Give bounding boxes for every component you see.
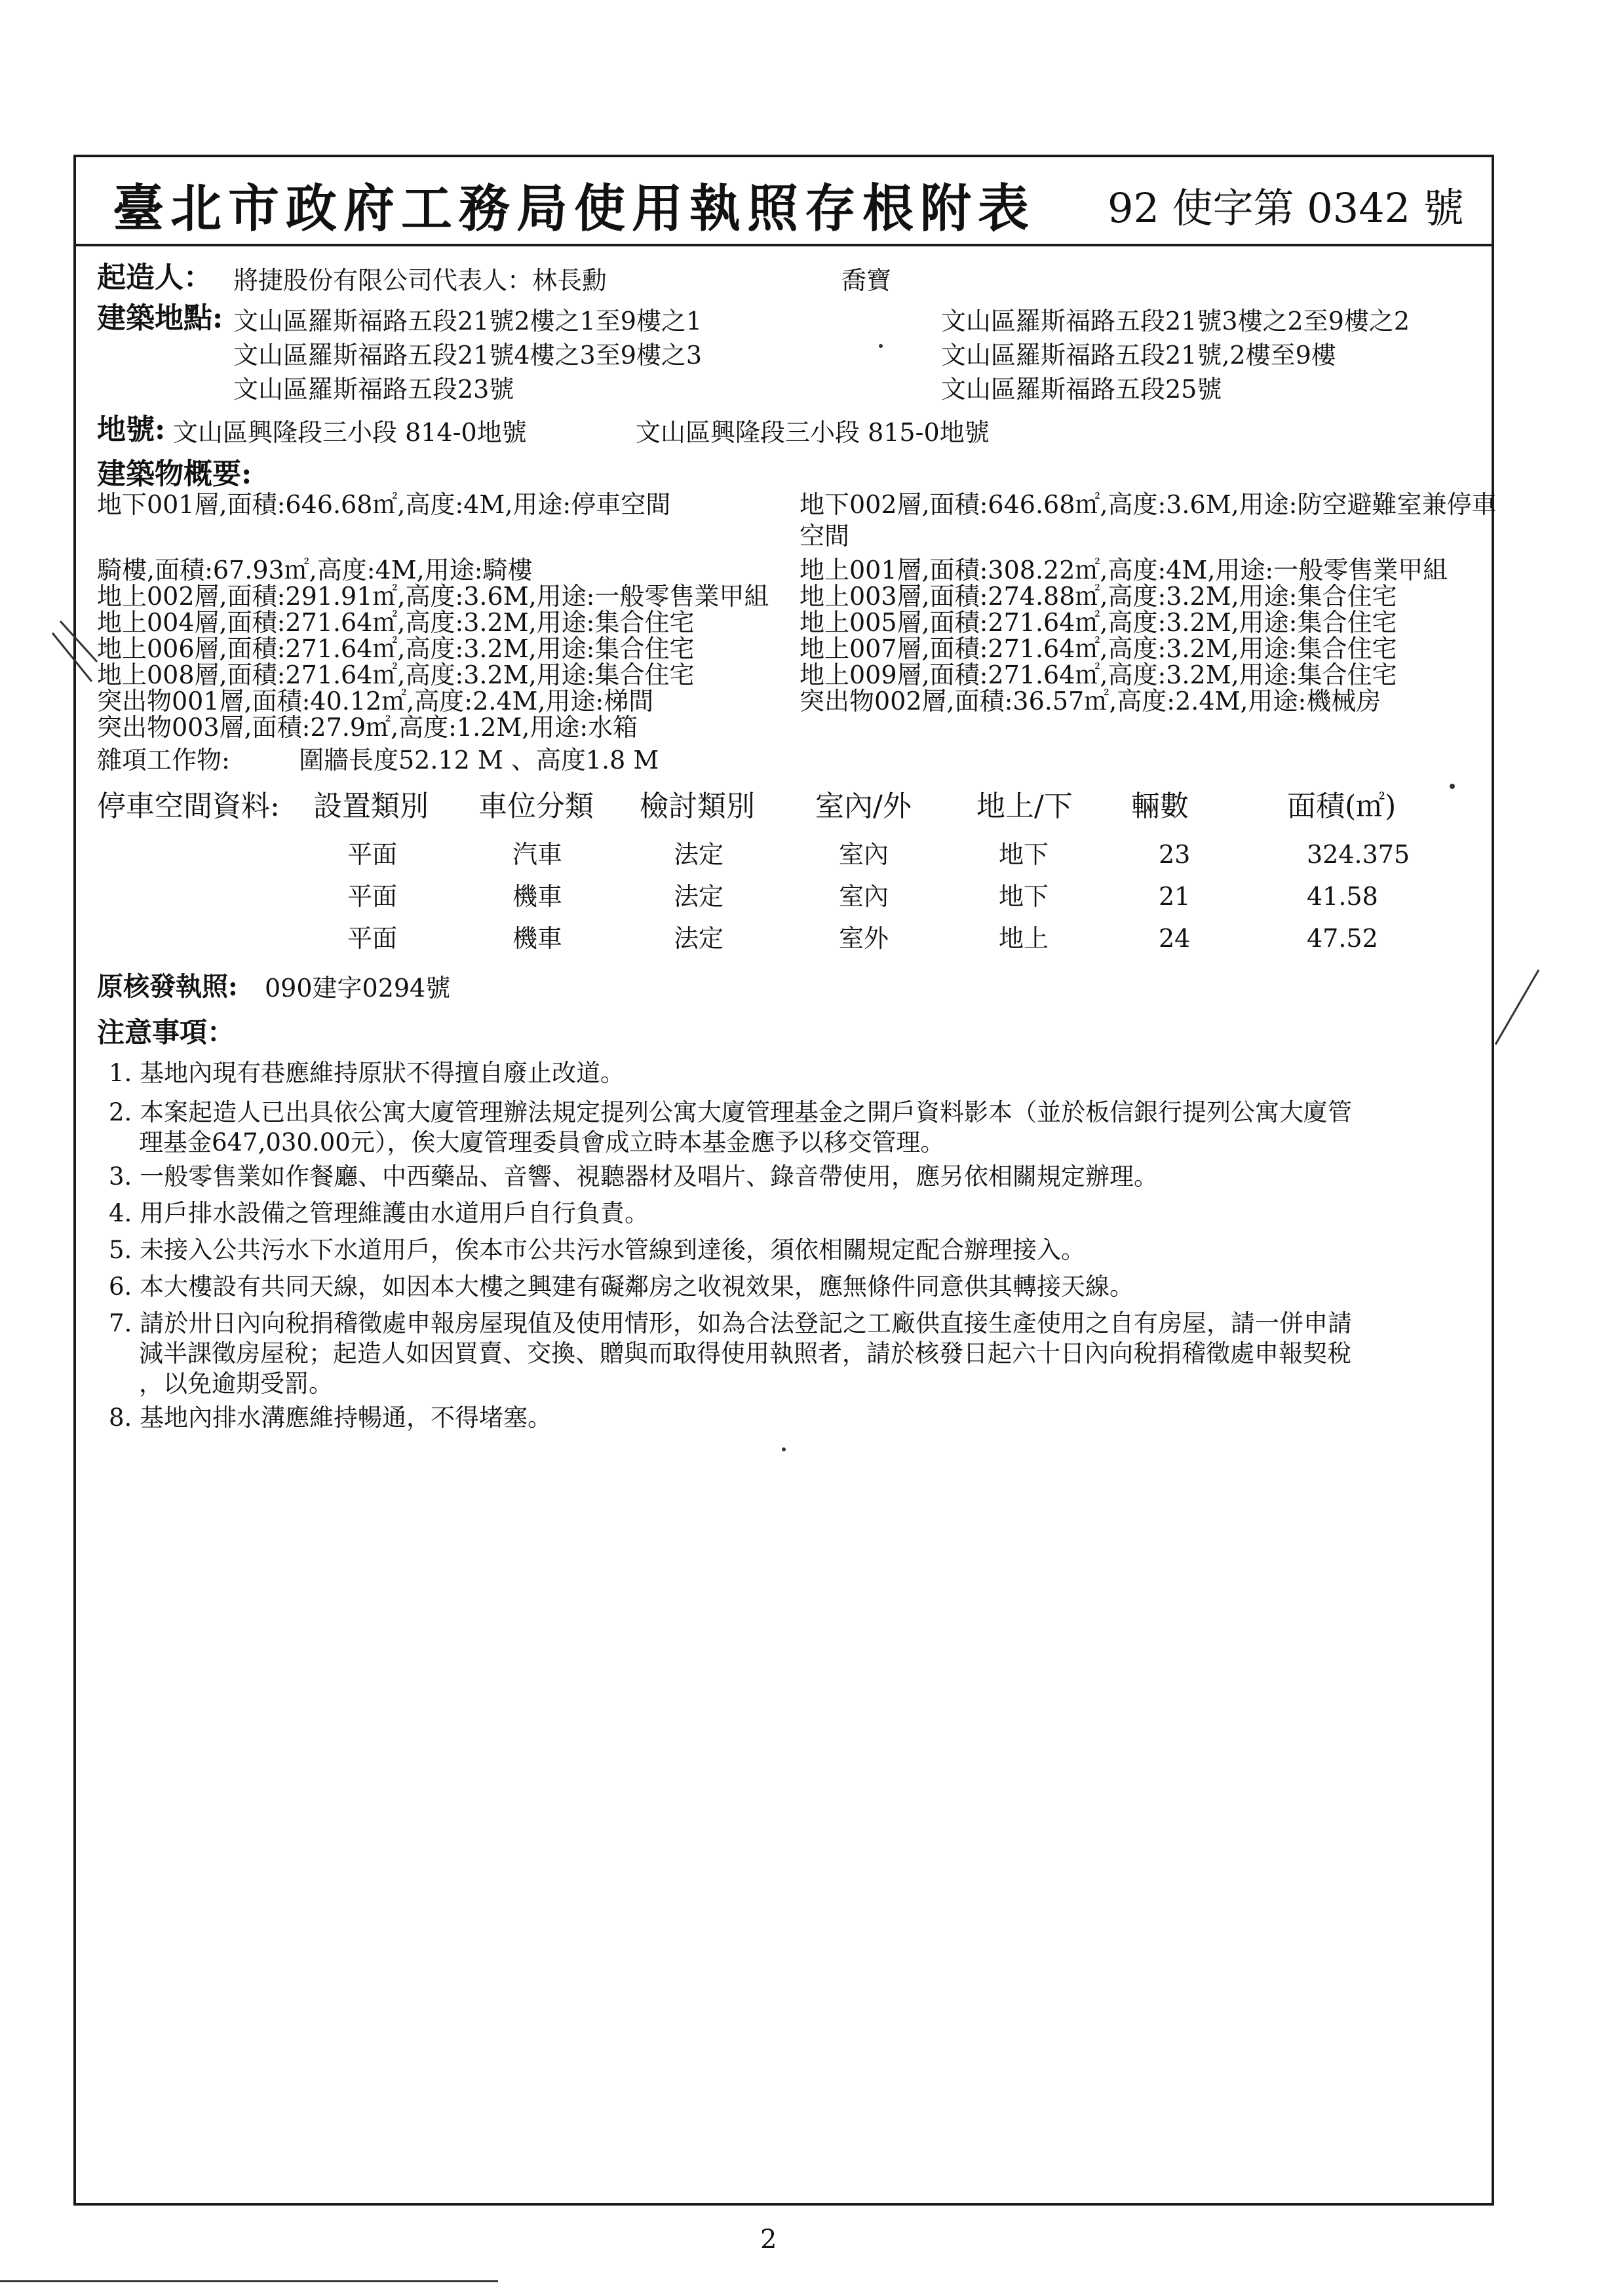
permit-number: 92 使字第 0342 號 bbox=[1108, 184, 1464, 232]
floor-4: 地上004層,面積:271.64㎡,高度:3.2M,用途:集合住宅 bbox=[97, 608, 695, 637]
site-label: 建築地點: bbox=[97, 301, 223, 335]
table-cell: 21 bbox=[1159, 882, 1191, 911]
note-2-cont: 理基金647,030.00元），俟大廈管理委員會成立時本基金應予以移交管理。 bbox=[139, 1128, 945, 1157]
table-cell: 地下 bbox=[999, 840, 1049, 869]
original-license-label: 原核發執照: bbox=[97, 971, 238, 1002]
parking-header-type: 設置類別 bbox=[313, 790, 429, 823]
table-cell: 地上 bbox=[999, 924, 1049, 953]
site-address-3: 文山區羅斯福路五段21號4樓之3至9樓之3 bbox=[233, 341, 703, 370]
rooftop-3: 突出物003層,面積:27.9㎡,高度:1.2M,用途:水箱 bbox=[97, 713, 638, 742]
table-cell: 室內 bbox=[839, 840, 889, 869]
note-5: 5. 未接入公共污水下水道用戶，俟本市公共污水管線到達後，須依相關規定配合辦理接入。 bbox=[109, 1236, 1086, 1264]
floor-9: 地上009層,面積:271.64㎡,高度:3.2M,用途:集合住宅 bbox=[800, 660, 1397, 689]
table-cell: 室內 bbox=[839, 882, 889, 911]
site-address-4: 文山區羅斯福路五段21號,2樓至9樓 bbox=[941, 341, 1336, 370]
parking-label: 停車空間資料: bbox=[97, 790, 280, 823]
note-4: 4. 用戶排水設備之管理維護由水道用戶自行負責。 bbox=[109, 1199, 649, 1227]
lot-label: 地號: bbox=[97, 413, 166, 446]
parking-header-area: 面積(㎡) bbox=[1287, 790, 1397, 823]
site-address-1: 文山區羅斯福路五段21號2樓之1至9樓之1 bbox=[233, 307, 703, 335]
table-cell: 平面 bbox=[347, 882, 398, 911]
parking-header-level: 地上/下 bbox=[976, 790, 1073, 823]
floor-b2-cont: 空間 bbox=[800, 522, 850, 550]
original-license-value: 090建字0294號 bbox=[265, 974, 451, 1003]
note-1: 1. 基地內現有巷應維持原狀不得擅自廢止改道。 bbox=[109, 1059, 625, 1087]
misc-works-label: 雜項工作物: bbox=[97, 746, 230, 775]
applicant-label: 起造人： bbox=[97, 261, 212, 294]
parking-header-indoor: 室內/外 bbox=[815, 790, 912, 823]
table-cell: 23 bbox=[1159, 840, 1191, 869]
building-label: 建築物概要: bbox=[97, 457, 252, 491]
site-address-2: 文山區羅斯福路五段21號3樓之2至9樓之2 bbox=[941, 307, 1410, 335]
floor-arcade: 騎樓,面積:67.93㎡,高度:4M,用途:騎樓 bbox=[97, 556, 533, 584]
lot-value-2: 文山區興隆段三小段 815-0地號 bbox=[636, 418, 990, 447]
table-cell: 法定 bbox=[674, 840, 724, 869]
floor-3: 地上003層,面積:274.88㎡,高度:3.2M,用途:集合住宅 bbox=[800, 582, 1397, 611]
table-cell: 324.375 bbox=[1307, 840, 1410, 869]
site-address-5: 文山區羅斯福路五段23號 bbox=[233, 375, 514, 404]
note-8: 8. 基地內排水溝應維持暢通，不得堵塞。 bbox=[109, 1404, 552, 1432]
table-cell: 法定 bbox=[674, 882, 724, 911]
applicant-value: 將捷股份有限公司代表人：林長勳 bbox=[233, 266, 608, 295]
parking-header-review: 檢討類別 bbox=[640, 790, 755, 823]
floor-6: 地上006層,面積:271.64㎡,高度:3.2M,用途:集合住宅 bbox=[97, 634, 695, 663]
note-7: 7. 請於卅日內向稅捐稽徵處申報房屋現值及使用情形，如為合法登記之工廠供直接生產使用之自有房屋，請一併申請 bbox=[109, 1309, 1353, 1337]
floor-1: 地上001層,面積:308.22㎡,高度:4M,用途:一般零售業甲組 bbox=[800, 556, 1448, 584]
floor-b1: 地下001層,面積:646.68㎡,高度:4M,用途:停車空間 bbox=[97, 490, 671, 519]
table-cell: 24 bbox=[1159, 924, 1191, 953]
rooftop-2: 突出物002層,面積:36.57㎡,高度:2.4M,用途:機械房 bbox=[800, 687, 1381, 716]
notes-label: 注意事項： bbox=[97, 1016, 235, 1048]
table-cell: 汽車 bbox=[512, 840, 563, 869]
site-address-6: 文山區羅斯福路五段25號 bbox=[941, 375, 1222, 404]
table-cell: 法定 bbox=[674, 924, 724, 953]
floor-7: 地上007層,面積:271.64㎡,高度:3.2M,用途:集合住宅 bbox=[800, 634, 1397, 663]
table-cell: 平面 bbox=[347, 840, 398, 869]
note-3: 3. 一般零售業如作餐廳、中西藥品、音響、視聽器材及唱片、錄音帶使用，應另依相關規定辦理。 bbox=[109, 1162, 1159, 1191]
floor-5: 地上005層,面積:271.64㎡,高度:3.2M,用途:集合住宅 bbox=[800, 608, 1397, 637]
bottom-scan-edge bbox=[0, 2280, 498, 2282]
table-cell: 地下 bbox=[999, 882, 1049, 911]
table-cell: 室外 bbox=[839, 924, 889, 953]
floor-2: 地上002層,面積:291.91㎡,高度:3.6M,用途:一般零售業甲組 bbox=[97, 582, 769, 611]
note-7-cont: 減半課徵房屋稅；起造人如因買賣、交換、贈與而取得使用執照者，請於核發日起六十日內向稅捐稽徵處申報契稅 bbox=[139, 1339, 1351, 1368]
parking-header-count: 輛數 bbox=[1131, 790, 1189, 823]
table-cell: 平面 bbox=[347, 924, 398, 953]
applicant-extra: 喬寶 bbox=[841, 266, 892, 295]
table-cell: 41.58 bbox=[1307, 882, 1378, 911]
misc-works-value: 圍牆長度52.12 M 、高度1.8 M bbox=[299, 746, 659, 775]
lot-value-1: 文山區興隆段三小段 814-0地號 bbox=[173, 418, 527, 447]
table-cell: 47.52 bbox=[1307, 924, 1378, 953]
table-cell: 機車 bbox=[512, 882, 563, 911]
floor-8: 地上008層,面積:271.64㎡,高度:3.2M,用途:集合住宅 bbox=[97, 660, 695, 689]
table-cell: 機車 bbox=[512, 924, 563, 953]
document-title: 臺北市政府工務局使用執照存根附表 bbox=[113, 179, 1036, 239]
parking-header-vehicle: 車位分類 bbox=[478, 790, 594, 823]
note-2: 2. 本案起造人已出具依公寓大廈管理辦法規定提列公寓大廈管理基金之開戶資料影本（並於板信銀行提列公寓大廈管 bbox=[109, 1098, 1353, 1126]
note-7-cont2: ，以免逾期受罰。 bbox=[139, 1369, 333, 1398]
note-6: 6. 本大樓設有共同天線，如因本大樓之興建有礙鄰房之收視效果，應無條件同意供其轉接天線。 bbox=[109, 1272, 1134, 1301]
page-number: 2 bbox=[760, 2225, 777, 2255]
floor-b2: 地下002層,面積:646.68㎡,高度:3.6M,用途:防空避難室兼停車 bbox=[800, 490, 1497, 519]
rooftop-1: 突出物001層,面積:40.12㎡,高度:2.4M,用途:梯間 bbox=[97, 687, 654, 716]
